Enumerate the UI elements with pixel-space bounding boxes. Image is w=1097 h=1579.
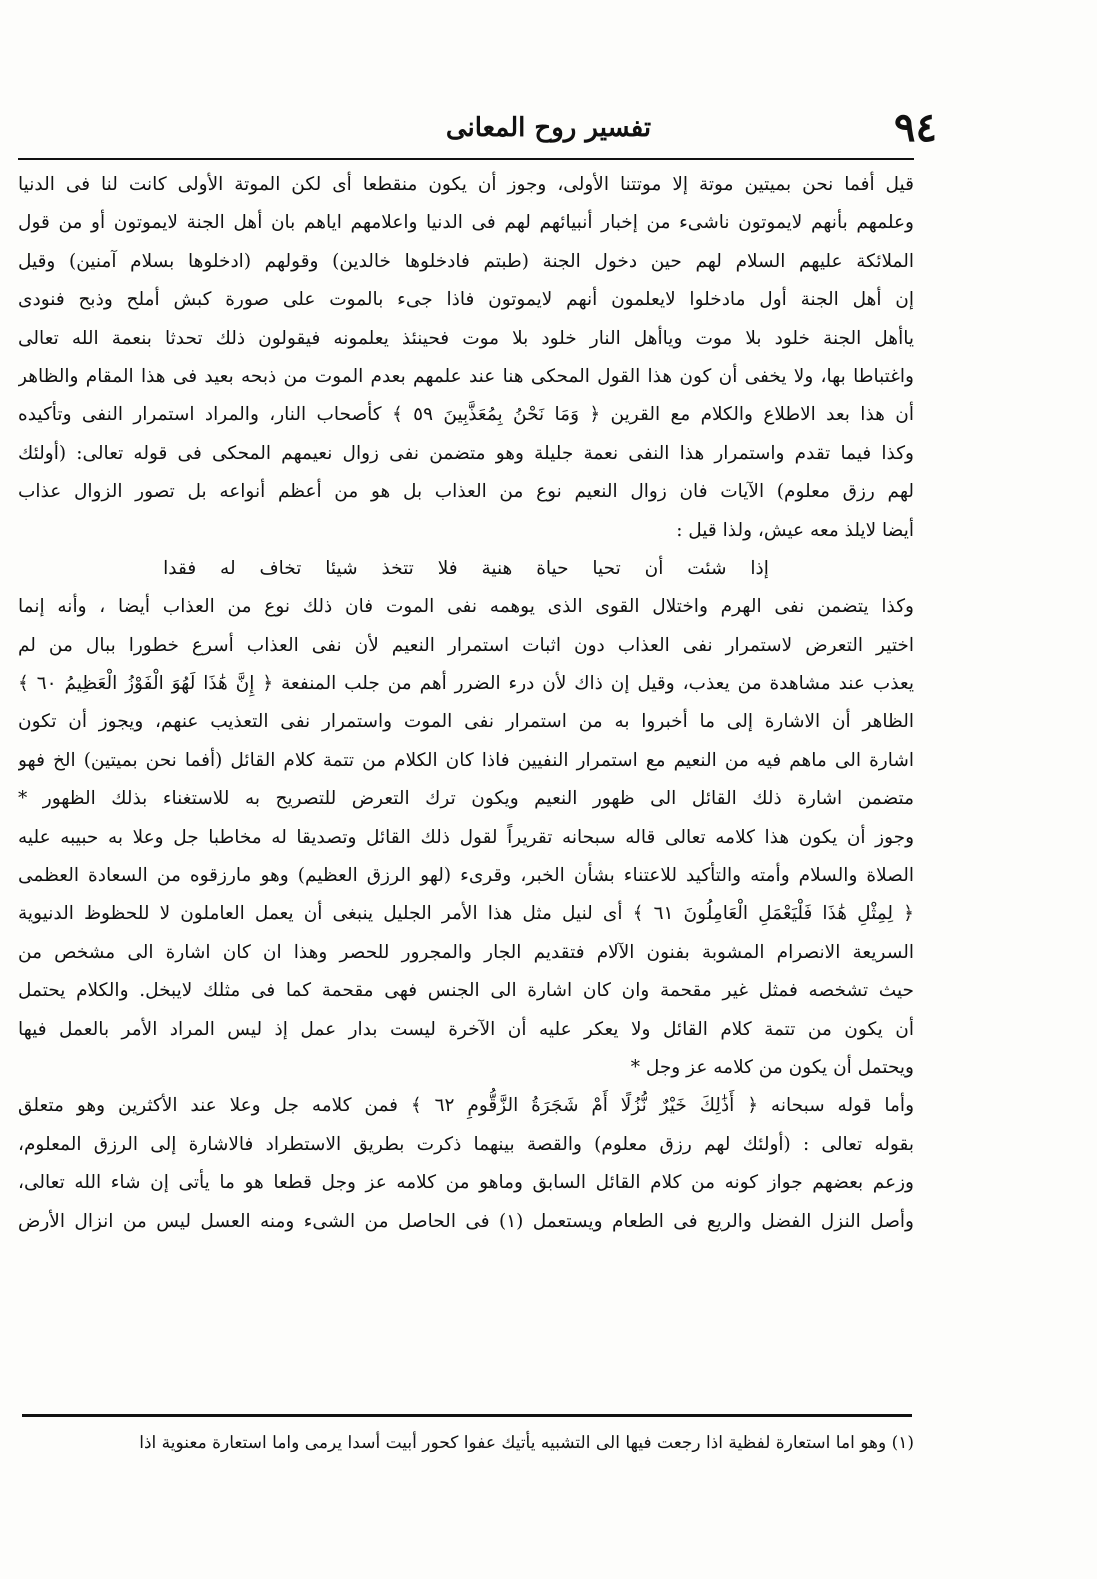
text-line: يعذب عند مشاهدة من يعذب، وقيل إن ذاك لأن درء الضرر أهم من جلب المنفعة ﴿ إِنَّ هَٰذَا لَهُوَ الْفَوْزُ الْعَظِيمُ ٦٠ ﴾ — [18, 673, 914, 695]
text-line: وأما قوله سبحانه ﴿ أَذَٰلِكَ خَيْرٌ نُّزُلًا أَمْ شَجَرَةُ الزَّقُّومِ ٦٢ ﴾ فمن كلامه جل وعلا عند الأكثرين وهو متعلق — [18, 1095, 914, 1117]
text-line: حيث تشخصه فمثل غير مقحمة وان كان اشارة الى الجنس فهى مقحمة كما فى مثلك لايبخل. والكلام يحتمل — [18, 980, 914, 1002]
running-title: تفسير روح المعانى — [445, 113, 652, 143]
footnote: (١) وهو اما استعارة لفظية اذا رجعت فيها الى التشبيه يأتيك عفوا كحور أبيت أسدا يرمى واما استعارة معنوية اذا — [139, 1433, 914, 1453]
text-line: إن أهل الجنة أول مادخلوا لايعلمون أنهم لايموتون فاذا جىء بالموت على صورة كبش أملح وذبح فنودى — [18, 289, 914, 311]
footnote-rule — [22, 1414, 912, 1417]
text-line: وكذا يتضمن نفى الهرم واختلال القوى الذى يوهمه نفى الموت فان ذلك نوع من العذاب أيضا ، وأنه إنما — [18, 596, 914, 618]
poetry-verse: إذا شئت أن تحيا حياة هنية فلا تتخذ شيئا تخاف له فقدا — [163, 557, 769, 579]
page-header — [0, 100, 1097, 160]
header-rule — [18, 158, 914, 160]
text-line: أيضا لايلذ معه عيش، ولذا قيل : — [676, 519, 914, 541]
text-line: الصلاة والسلام وأمته والتأكيد للاعتناء بشأن الخبر، وقرىء (لهو الرزق العظيم) وهو مارزقوه من السعادة العظمى — [18, 865, 914, 887]
page-number: ٩٤ — [894, 104, 937, 151]
text-line: أن يكون من تتمة كلام القائل ولا يعكر عليه أن الآخرة ليست بدار عمل إذ ليس المراد الأمر بالعمل فيها — [18, 1018, 914, 1040]
text-line: السريعة الانصرام المشوبة بفنون الآلام فتقديم الجار والمجرور للحصر وهذا ان كان اشارة الى مشخص من — [18, 941, 914, 963]
text-line: متضمن اشارة ذلك القائل الى ظهور النعيم ويكون ترك التعرض للتصريح به للاستغناء بذلك الظهور * — [18, 788, 914, 810]
text-line: قيل أفما نحن بميتين موتة إلا موتتنا الأولى، وجوز أن يكون منقطعا أى لكن الموتة الأولى كانت لنا فى الدنيا — [18, 174, 914, 195]
text-line: واغتباطا بها، ولا يخفى أن كون هذا القول المحكى هنا عند علمهم بعدم الموت من ذبحه بعيد فى هذا المقام والظاهر — [18, 365, 914, 387]
text-line: اشارة الى ماهم فيه من النعيم مع استمرار النفيين فاذا كان الكلام من تتمة كلام القائل (أفما نحن بميتين) الخ فهو — [18, 749, 914, 771]
text-line: وجوز أن يكون هذا كلامه تعالى قاله سبحانه تقريراً لقول ذلك القائل وتصديقا له مخاطبا جل وعلا به حبيبه عليه — [18, 826, 914, 848]
text-line: ياأهل الجنة خلود بلا موت وياأهل النار خلود بلا موت فحينئذ يعلمونه فيقولون ذلك تحدثا بنعمة الله تعالى — [18, 327, 914, 349]
text-line: لهم رزق معلوم) الآيات فان زوال النعيم نوع من العذاب بل هو من أعظم أنواعه بل تصور الزوال عذاب — [18, 481, 914, 503]
text-line: الظاهر أن الاشارة إلى ما أخبروا به من استمرار نفى الموت واستمرار نفى التعذيب عنهم، ويجوز أن تكون — [18, 711, 914, 733]
body-text — [18, 166, 914, 1241]
text-line: اختير التعرض لاستمرار نفى العذاب دون اثبات استمرار النعيم لأن نفى العذاب أسرع خطورا ببال من لم — [18, 634, 914, 656]
text-line: بقوله تعالى : (أولئك لهم رزق معلوم) والقصة بينهما ذكرت بطريق الاستطراد فالاشارة إلى الرزق المعلوم، — [18, 1133, 914, 1155]
text-line: ﴿ لِمِثْلِ هَٰذَا فَلْيَعْمَلِ الْعَامِلُونَ ٦١ ﴾ أى لنيل مثل هذا الأمر الجليل ينبغى أن يعمل العاملون لا للحظوظ الدنيوية — [18, 903, 914, 925]
text-line: وعلمهم بأنهم لايموتون ناشىء من إخبار أنبيائهم لهم فى الدنيا واعلامهم اياهم بان أهل الجنة لايموتون أو من قول — [18, 212, 914, 234]
text-line: وأصل النزل الفضل والريع فى الطعام ويستعمل (١) فى الحاصل من الشىء ومنه العسل ليس من انزال الأرض — [18, 1210, 914, 1232]
text-line: وكذا فيما تقدم واستمرار هذا النفى نعمة جليلة وهو متضمن نفى زوال نعيمهم المحكى فى قوله تعالى: (أولئك — [18, 442, 914, 464]
text-line: ويحتمل أن يكون من كلامه عز وجل * — [630, 1056, 914, 1078]
text-line: أن هذا بعد الاطلاع والكلام مع القرين ﴿ وَمَا نَحْنُ بِمُعَذَّبِينَ ٥٩ ﴾ كأصحاب النار، والمراد استمرار النفى وتأكيده — [18, 404, 914, 426]
text-line: وزعم بعضهم جواز كونه من كلام القائل السابق وماهو من كلامه عز وجل قطعا هو ما يأتى إن شاء الله تعالى، — [18, 1172, 914, 1194]
text-line: الملائكة عليهم السلام لهم حين دخول الجنة (طبتم فادخلوها خالدين) وقولهم (ادخلوها بسلام آمنين) وقيل — [18, 250, 914, 272]
